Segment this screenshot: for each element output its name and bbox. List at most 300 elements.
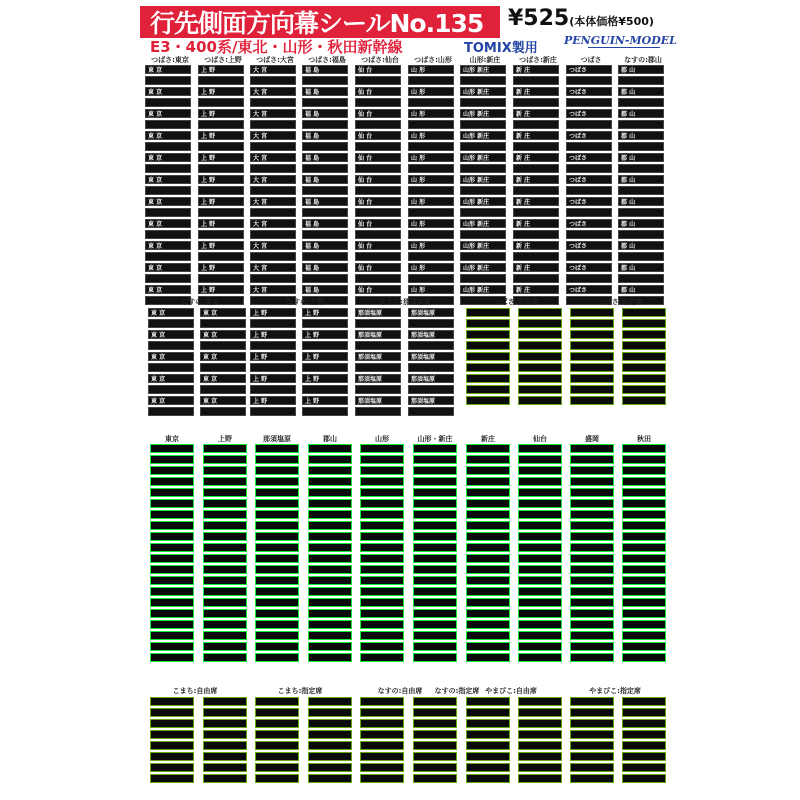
led-panel [360,620,404,629]
led-panel [255,499,299,508]
destination-plate [513,65,559,74]
section2-label: なすの:那須塩原 [379,298,431,306]
destination-plate [460,120,506,129]
section1-column-label: つばさ:福島 [308,56,346,64]
destination-plate [302,274,348,283]
destination-plate [250,186,296,195]
destination-plate [566,76,612,85]
destination-plate [460,131,506,140]
destination-plate [200,385,246,394]
section3-led-column [466,444,510,662]
led-panel [466,752,510,761]
destination-plate [250,352,296,361]
led-panel [518,719,562,728]
section3-led-column [255,444,299,662]
section3-label: 秋田 [637,435,651,443]
destination-plate [355,65,401,74]
section1-column [513,65,559,305]
destination-plate [302,120,348,129]
led-panel [360,499,404,508]
led-panel [622,543,666,552]
led-panel [203,598,247,607]
plate-text: 上 野 [305,398,320,405]
led-panel [518,653,562,662]
destination-plate [460,109,506,118]
section1-column [145,65,191,305]
destination-plate [250,142,296,151]
led-panel [308,653,352,662]
led-panel [255,576,299,585]
destination-plate [566,120,612,129]
led-panel [570,774,614,783]
led-panel [466,609,510,618]
destination-plate [513,197,559,206]
destination-plate [198,208,244,217]
plate-text: 山形 新庄 [463,111,490,118]
led-panel [622,576,666,585]
section4-led-column [622,697,666,783]
section2-led-column [466,308,510,405]
led-panel [413,499,457,508]
destination-plate [145,76,191,85]
led-panel [360,763,404,772]
led-panel [360,609,404,618]
led-panel [150,642,194,651]
led-panel [308,741,352,750]
destination-plate [302,65,348,74]
destination-plate [148,407,194,416]
plate-text: 大 宮 [253,221,268,228]
plate-text: 新 庄 [516,67,531,74]
destination-plate [408,241,454,250]
led-panel [255,565,299,574]
section2-label: なすの:上野 [286,298,324,306]
plate-text: 上 野 [201,133,216,140]
destination-plate [355,308,401,317]
destination-plate [355,164,401,173]
destination-plate [200,330,246,339]
led-panel [203,653,247,662]
led-panel [466,708,510,717]
led-panel [570,341,614,350]
plate-text: 山形 新庄 [463,265,490,272]
section3-led-column [413,444,457,662]
destination-plate [566,175,612,184]
led-panel [203,532,247,541]
destination-plate [302,153,348,162]
destination-plate [145,197,191,206]
destination-plate [355,319,401,328]
led-panel [570,697,614,706]
destination-plate [355,142,401,151]
section4-label: こまち:自由席 [172,687,218,695]
led-panel [360,642,404,651]
destination-plate [460,175,506,184]
destination-plate [355,109,401,118]
plate-text: 郡 山 [621,89,636,96]
led-panel [622,609,666,618]
led-panel [518,319,562,328]
led-panel [570,330,614,339]
led-panel [570,521,614,530]
destination-plate [200,363,246,372]
led-panel [308,730,352,739]
destination-plate [250,285,296,294]
destination-plate [250,407,296,416]
destination-plate [460,252,506,261]
section3-led-column [203,444,247,662]
plate-text: 仙 台 [358,67,373,74]
destination-plate [250,65,296,74]
section1-column-label: つばさ:東京 [151,56,189,64]
plate-text: 上 野 [201,265,216,272]
plate-text: 大 宮 [253,111,268,118]
led-panel [570,587,614,596]
destination-plate [145,230,191,239]
destination-plate [145,186,191,195]
destination-plate [355,341,401,350]
section2-label: つばさ:指定席 [597,298,643,306]
destination-plate [513,164,559,173]
led-panel [360,466,404,475]
plate-text: つばさ [569,133,588,140]
destination-plate [408,263,454,272]
destination-plate [302,241,348,250]
plate-text: 仙 台 [358,287,373,294]
plate-text: 東 京 [203,398,218,405]
led-panel [255,774,299,783]
plate-text: 東 京 [203,354,218,361]
led-panel [570,444,614,453]
destination-plate [355,396,401,405]
destination-plate [460,230,506,239]
led-panel [150,730,194,739]
destination-plate [148,341,194,350]
section4-led-column [518,697,562,783]
destination-plate [513,87,559,96]
destination-plate [250,120,296,129]
plate-text: 郡 山 [621,221,636,228]
destination-plate [408,252,454,261]
led-panel [413,763,457,772]
section2-label: つばさ:自由席 [493,298,539,306]
destination-plate [250,385,296,394]
plate-text: 東 京 [148,177,163,184]
section3-led-column [570,444,614,662]
led-panel [466,396,510,405]
section3-led-column [518,444,562,662]
destination-plate [355,120,401,129]
plate-text: 山形 新庄 [463,155,490,162]
led-panel [150,576,194,585]
led-panel [203,752,247,761]
plate-text: 山 形 [411,221,426,228]
plate-text: 福 島 [305,287,320,294]
destination-plate [513,153,559,162]
plate-text: 那須塩原 [411,332,436,339]
destination-plate [198,285,244,294]
plate-text: 福 島 [305,243,320,250]
destination-plate [302,208,348,217]
plate-text: 東 京 [203,332,218,339]
led-panel [413,741,457,750]
section1-column [618,65,664,305]
destination-plate [200,341,246,350]
led-panel [466,532,510,541]
destination-plate [513,175,559,184]
led-panel [466,341,510,350]
led-panel [150,708,194,717]
led-panel [518,598,562,607]
led-panel [203,554,247,563]
plate-text: 山形 新庄 [463,133,490,140]
destination-plate [408,352,454,361]
destination-plate [355,252,401,261]
destination-plate [145,120,191,129]
led-panel [518,341,562,350]
led-panel [518,609,562,618]
plate-text: 福 島 [305,199,320,206]
plate-text: 山形 新庄 [463,199,490,206]
plate-text: 大 宮 [253,199,268,206]
destination-plate [302,98,348,107]
plate-text: つばさ [569,67,588,74]
led-panel [413,719,457,728]
destination-plate [566,153,612,162]
led-panel [518,642,562,651]
led-panel [308,477,352,486]
destination-plate [198,76,244,85]
plate-text: 福 島 [305,155,320,162]
led-panel [150,499,194,508]
led-panel [570,642,614,651]
destination-plate [460,142,506,151]
section4-label: なすの:指定席 [434,687,480,695]
led-panel [413,609,457,618]
led-panel [622,620,666,629]
section4-label: なすの:自由席 [377,687,423,695]
destination-plate [302,252,348,261]
destination-plate [198,98,244,107]
led-panel [466,587,510,596]
destination-plate [355,197,401,206]
plate-text: 東 京 [148,133,163,140]
destination-plate [250,153,296,162]
led-panel [203,631,247,640]
led-panel [360,741,404,750]
maker-underline [588,47,660,51]
led-panel [255,587,299,596]
led-panel [150,488,194,497]
led-panel [570,653,614,662]
destination-plate [148,396,194,405]
led-panel [622,385,666,394]
led-panel [518,730,562,739]
plate-text: 郡 山 [621,243,636,250]
destination-plate [460,153,506,162]
plate-text: 山 形 [411,67,426,74]
destination-plate [355,175,401,184]
plate-text: 上 野 [253,332,268,339]
destination-plate [250,319,296,328]
destination-plate [198,263,244,272]
destination-plate [566,87,612,96]
led-panel [570,488,614,497]
destination-plate [618,164,664,173]
led-panel [360,477,404,486]
plate-text: 新 庄 [516,111,531,118]
led-panel [203,488,247,497]
led-panel [360,752,404,761]
destination-plate [618,120,664,129]
plate-text: 山 形 [411,89,426,96]
plate-text: 那須塩原 [411,398,436,405]
led-panel [308,598,352,607]
plate-text: 山 形 [411,265,426,272]
plate-text: 新 庄 [516,155,531,162]
destination-plate [302,374,348,383]
destination-plate [198,241,244,250]
destination-plate [355,385,401,394]
led-panel [308,488,352,497]
plate-text: 福 島 [305,221,320,228]
destination-plate [460,285,506,294]
led-panel [518,308,562,317]
plate-text: 仙 台 [358,177,373,184]
led-panel [570,741,614,750]
led-panel [150,653,194,662]
section1-column-label: つばさ:上野 [204,56,242,64]
led-panel [622,730,666,739]
plate-text: 大 宮 [253,287,268,294]
destination-plate [408,65,454,74]
led-panel [150,620,194,629]
price-value: ¥525 [508,6,570,31]
led-panel [203,444,247,453]
destination-plate [513,241,559,250]
plate-text: 東 京 [151,332,166,339]
led-panel [466,319,510,328]
destination-plate [408,197,454,206]
destination-plate [513,120,559,129]
led-panel [570,385,614,394]
section2-led-column [518,308,562,405]
destination-plate [460,98,506,107]
led-panel [203,499,247,508]
led-panel [466,385,510,394]
led-panel [150,697,194,706]
led-panel [255,697,299,706]
plate-text: 那須塩原 [411,354,436,361]
destination-plate [355,263,401,272]
destination-plate [408,407,454,416]
led-panel [360,455,404,464]
plate-text: 上 野 [253,398,268,405]
section4-led-column [308,697,352,783]
plate-text: 郡 山 [621,133,636,140]
led-panel [518,352,562,361]
led-panel [360,532,404,541]
led-panel [466,719,510,728]
section1-column-label: つばさ [580,56,602,64]
led-panel [570,565,614,574]
plate-text: 新 庄 [516,133,531,140]
plate-text: 仙 台 [358,265,373,272]
section3-led-column [360,444,404,662]
destination-plate [618,175,664,184]
plate-text: 東 京 [148,199,163,206]
plate-text: つばさ [569,199,588,206]
plate-text: 仙 台 [358,89,373,96]
led-panel [413,752,457,761]
section4-led-column [466,697,510,783]
plate-text: 東 京 [148,111,163,118]
led-panel [518,763,562,772]
plate-text: 大 宮 [253,243,268,250]
destination-plate [460,65,506,74]
destination-plate [408,374,454,383]
destination-plate [302,385,348,394]
led-panel [255,466,299,475]
led-panel [150,554,194,563]
led-panel [466,554,510,563]
led-panel [466,741,510,750]
led-panel [360,510,404,519]
destination-plate [513,230,559,239]
section1-column [302,65,348,305]
plate-text: つばさ [569,287,588,294]
plate-text: 山 形 [411,155,426,162]
led-panel [518,455,562,464]
destination-plate [302,164,348,173]
led-panel [570,752,614,761]
destination-plate [408,219,454,228]
destination-plate [408,120,454,129]
led-panel [255,609,299,618]
led-panel [203,708,247,717]
led-panel [203,565,247,574]
destination-plate [302,76,348,85]
led-panel [466,499,510,508]
section3-label: 上野 [218,435,232,443]
plate-text: 那須塩原 [358,398,383,405]
led-panel [150,444,194,453]
destination-plate [408,208,454,217]
led-panel [466,455,510,464]
section2-label: なすの:東京 [181,298,219,306]
plate-text: 那須塩原 [411,310,436,317]
destination-plate [355,374,401,383]
led-panel [150,455,194,464]
led-panel [466,774,510,783]
plate-text: 上 野 [201,243,216,250]
plate-text: 東 京 [148,67,163,74]
destination-plate [355,285,401,294]
plate-text: 福 島 [305,133,320,140]
section3-label: 郡山 [323,435,337,443]
led-panel [622,719,666,728]
destination-plate [302,109,348,118]
led-panel [255,653,299,662]
destination-plate [355,352,401,361]
section3-led-column [308,444,352,662]
section2-column [408,308,454,416]
section3-led-column [622,444,666,662]
destination-plate [513,186,559,195]
destination-plate [200,352,246,361]
destination-plate [618,65,664,74]
led-panel [150,752,194,761]
